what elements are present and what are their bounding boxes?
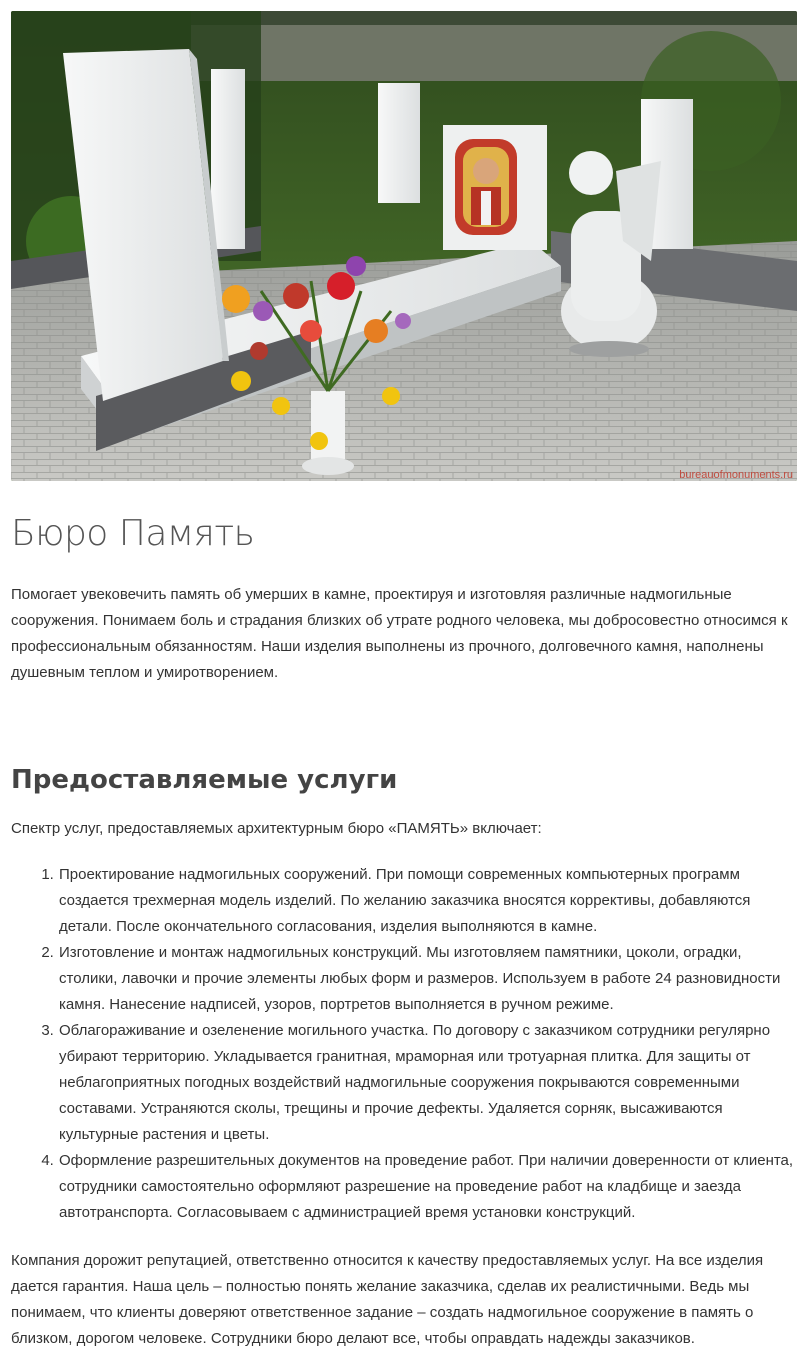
- image-watermark: bureauofmonuments.ru: [679, 469, 793, 481]
- hero-image: [11, 11, 797, 481]
- list-item: 4. Оформление разрешительных документов на проведение работ. При наличии доверенности от клиента, сотрудники самостоятельно оформляют разрешение на проведение работ на кладбище и заезда автотранспорта. Согласовываем с администрацией время установки конструкций.: [58, 1148, 801, 1226]
- services-list: [11, 862, 801, 1226]
- list-item: 3. Облагораживание и озеленение могильного участка. По договору с заказчиком сотрудники регулярно убирают территорию. Укладывается гранитная, мраморная или тротуарная плитка. Для защиты от неблагоприятных погодных воздействий надмогильные сооружения покрываются современными составами. Устраняются сколы, трещины и прочие дефекты. Удаляется сорняк, высаживаются культурные растения и цветы.: [58, 1018, 801, 1148]
- intro-paragraph: Помогает увековечить память об умерших в камне, проектируя и изготовляя различные надмогильные сооружения. Понимаем боль и страдания близких об утрате родного человека, мы добросовестно относимся к профессиональным обязанностям. Наши изделия выполнены из прочного, долговечного камня, наполнены душевным теплом и умиротворением.: [11, 586, 788, 681]
- outro-paragraph: Компания дорожит репутацией, ответственно относится к качеству предоставляемых услуг. На все изделия дается гарантия. Наша цель – полностью понять желание заказчика, сделав их реалистичными. Ведь мы понимаем, что клиенты доверяют ответственное задание – создать надмогильное сооружение в память о близком, дорогом человеке. Сотрудники бюро делают все, чтобы оправдать надежды заказчиков.: [11, 1252, 764, 1347]
- page-title: Бюро Память: [11, 513, 255, 554]
- list-item: 2. Изготовление и монтаж надмогильных конструкций. Мы изготовляем памятники, цоколи, оградки, столики, лавочки и прочие элементы любых форм и размеров. Используем в работе 24 разновидности камня. Нанесение надписей, узоров, портретов выполняется в ручном режиме.: [58, 940, 801, 1018]
- services-heading: Предоставляемые услуги: [11, 765, 398, 795]
- memorial-photo: [11, 11, 797, 481]
- list-item: 1. Проектирование надмогильных сооружений. При помощи современных компьютерных программ создается трехмерная модель изделий. По желанию заказчика вносятся коррективы, добавляются детали. После окончательного согласования, изделия выполняются в камне.: [58, 862, 801, 940]
- services-lead: Спектр услуг, предоставляемых архитектурным бюро «ПАМЯТЬ» включает:: [11, 820, 542, 837]
